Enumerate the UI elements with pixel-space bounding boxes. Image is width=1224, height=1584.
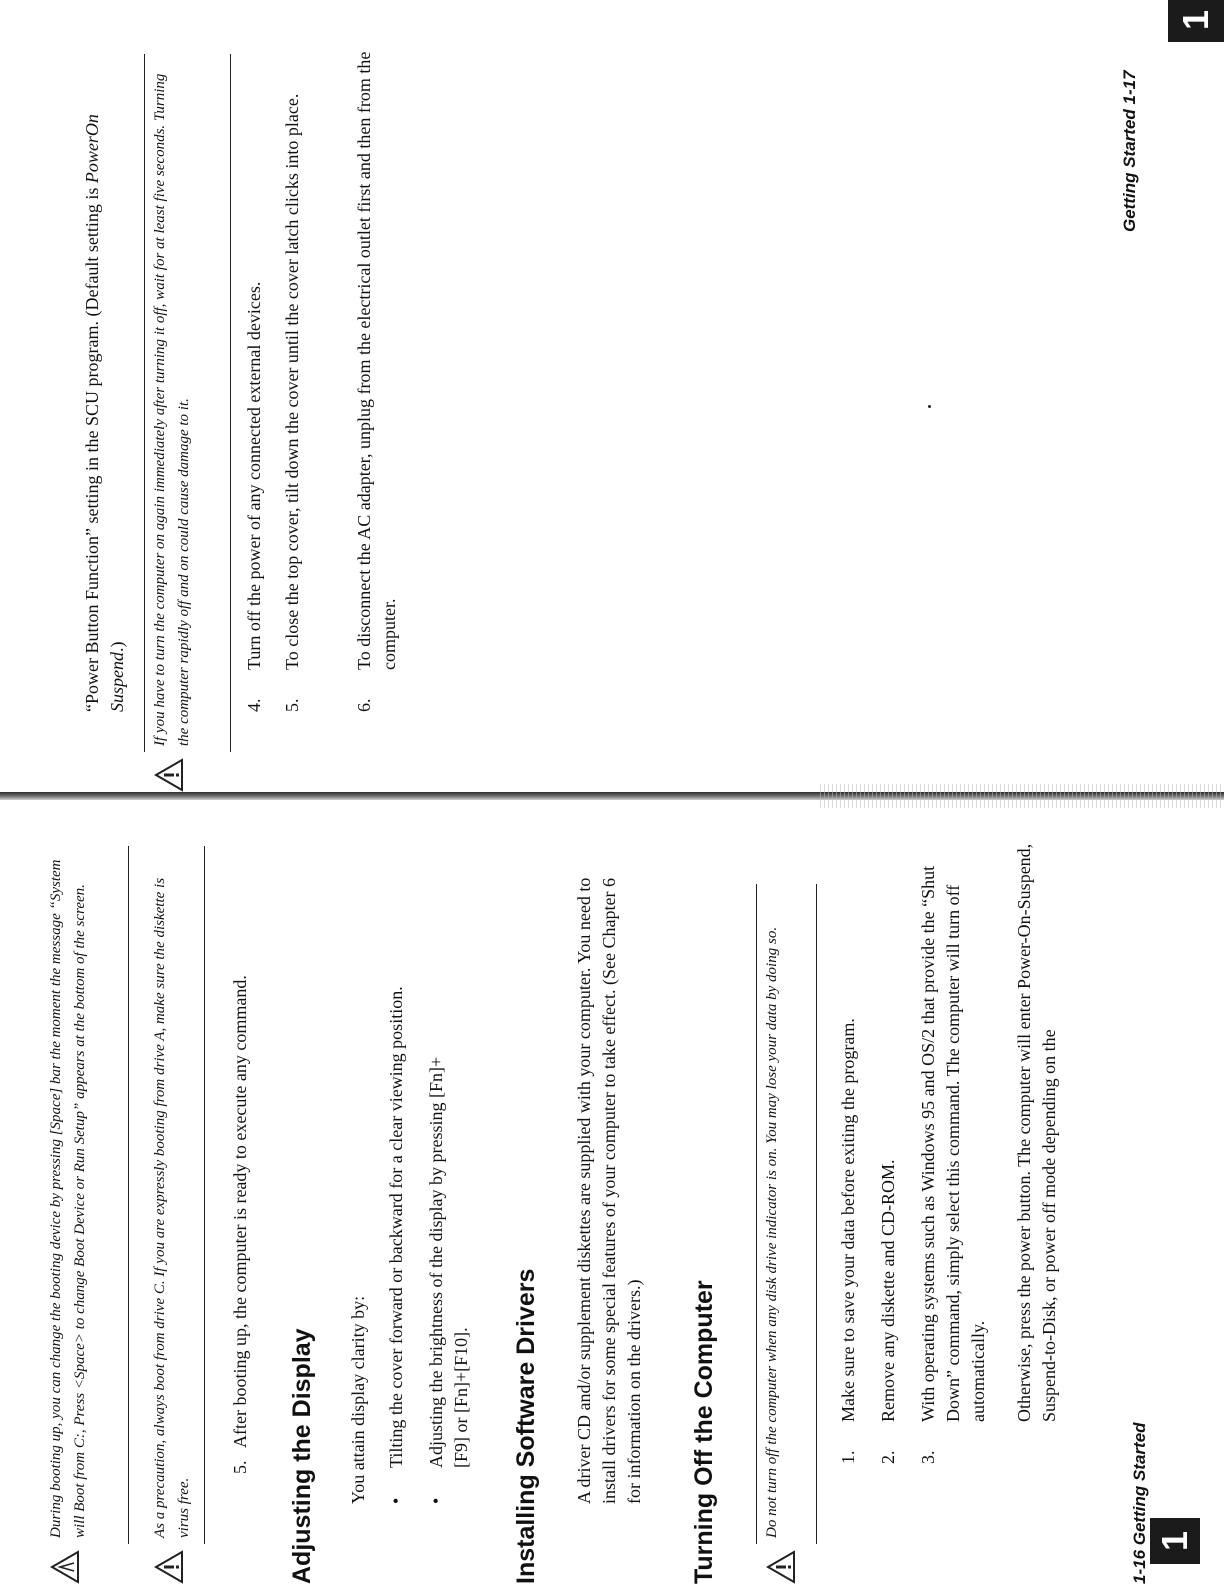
bullet-text: Adjusting the brightness of the display by pressing [Fn]+[F9] or [Fn]+[F10].	[426, 1056, 471, 1468]
divider	[756, 884, 757, 1544]
heading-installing-drivers: Installing Software Drivers	[512, 1268, 540, 1584]
chapter-tab: 1	[1150, 1518, 1200, 1564]
bullet-icon: •	[386, 1497, 406, 1504]
step-text: To close the top cover, tilt down the cover until the cover latch clicks into place.	[282, 93, 302, 670]
step-number: 6.	[354, 698, 374, 712]
step-text: After booting up, the computer is ready to execute any command.	[230, 975, 250, 1448]
display-intro: You attain display clarity by:	[348, 1295, 368, 1504]
step-number: 2.	[878, 1450, 898, 1464]
continued-text: “Power Button Function” setting in the SCU program. (Default setting is	[82, 183, 102, 712]
divider	[128, 846, 129, 1544]
continued-text-end: .)	[107, 641, 127, 652]
divider	[230, 54, 231, 752]
warning-icon	[50, 1550, 80, 1584]
heading-adjusting-display: Adjusting the Display	[288, 1328, 316, 1584]
step-number: 3.	[918, 1450, 938, 1464]
chapter-tab-label: 1	[1175, 9, 1216, 31]
step-text: Make sure to save your data before exiting the program.	[838, 1018, 858, 1422]
default-setting-value: PowerOn Suspend	[82, 114, 127, 712]
step-number: 5.	[230, 1460, 250, 1474]
caution-text: During booting up, you can change the booting device by pressing [Space] bar the moment the message “System will Boot from C:, Press <Space> to change Boot Device or Run Setup” appears at the bottom of the screen.	[48, 859, 88, 1538]
step-text: Turn off the power of any connected external devices.	[244, 281, 264, 670]
step-number: 4.	[244, 698, 264, 712]
caution-precaution-drive-c	[148, 846, 202, 1584]
page-footer: Getting Started 1-17	[1120, 70, 1139, 232]
step-number: 5.	[282, 698, 302, 712]
bullet-icon: •	[426, 1497, 446, 1504]
page-1-16	[0, 792, 1224, 1584]
bullet-text: Tilting the cover forward or backward for a clear viewing position.	[386, 986, 406, 1468]
caution-restart-wait	[148, 54, 228, 792]
caution-text: As a precaution, always boot from drive C. If you are expressly booting from drive A, make sure the diskette is virus free.	[152, 877, 192, 1538]
step-text: Remove any diskette and CD-ROM.	[878, 1159, 898, 1422]
caution-text: If you have to turn the computer on again immediately after turning it off, wait for at least five seconds. Turning the computer rapidly off and on could cause damage to it.	[152, 73, 192, 746]
divider	[816, 884, 817, 1544]
step-text: With operating systems such as Windows 95 and OS/2 that provide the “Shut Down” command, simply select this command. The computer will turn off automatically.	[918, 865, 988, 1422]
divider	[144, 54, 145, 752]
step-number: 1.	[838, 1450, 858, 1464]
speck	[928, 405, 931, 408]
page-footer: 1-16 Getting Started	[1130, 1422, 1149, 1584]
chapter-tab	[1168, 0, 1224, 42]
caution-booting-device	[44, 846, 124, 1584]
otherwise-paragraph: Otherwise, press the power button. The computer will enter Power-On-Suspend, Suspend-to-Disk, or power off mode depending on the	[1014, 843, 1059, 1422]
continued-paragraph	[80, 72, 130, 712]
divider	[204, 846, 205, 1544]
exclamation-triangle-icon	[154, 758, 184, 792]
drivers-paragraph: A driver CD and/or supplement diskettes are supplied with your computer. You need to install drivers for some special features of your computer to take effect. (See Chapter 6 for information on the drivers.)	[574, 877, 644, 1504]
exclamation-triangle-icon	[766, 1550, 796, 1584]
caution-disk-indicator	[760, 884, 814, 1584]
exclamation-triangle-icon	[154, 1550, 184, 1584]
step-text: To disconnect the AC adapter, unplug from the electrical outlet first and then from the computer.	[354, 51, 399, 670]
caution-text: Do not turn off the computer when any disk drive indicator is on. You may lose your data by doing so.	[764, 926, 780, 1538]
heading-turning-off: Turning Off the Computer	[690, 1280, 718, 1584]
